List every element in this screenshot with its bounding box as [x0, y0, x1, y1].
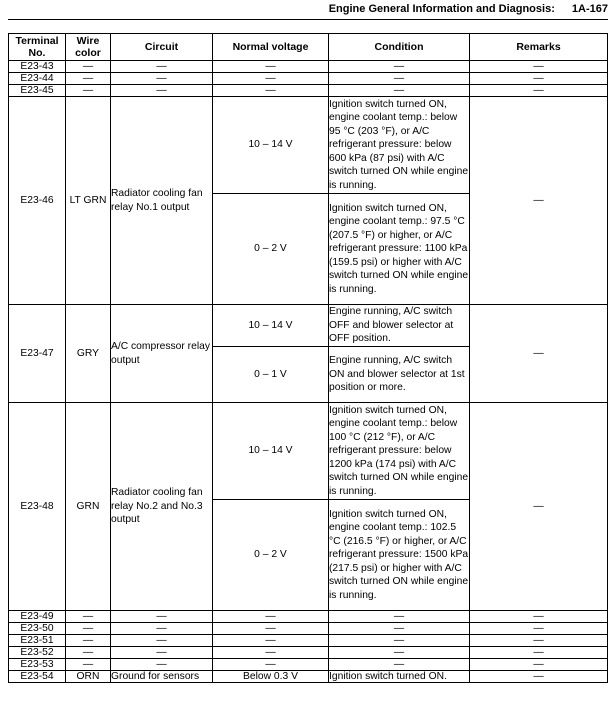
wire-cell: —	[66, 635, 111, 647]
remarks-cell: —	[470, 659, 608, 671]
voltage-cell: 10 – 14 V	[213, 403, 329, 500]
condition-cell: Ignition switch turned ON, engine coolant temp.: 102.5 °C (216.5 °F) or higher, or A/C refrigerant pressure: 1500 kPa (217.5 psi) or higher with A/C switch turned ON while engine is running.	[329, 500, 470, 611]
condition-cell: —	[329, 635, 470, 647]
wire-cell: —	[66, 61, 111, 73]
voltage-cell: 0 – 2 V	[213, 194, 329, 305]
table-row	[9, 611, 608, 623]
wire-cell: —	[66, 623, 111, 635]
condition-cell: Ignition switch turned ON, engine coolant temp.: below 95 °C (203 °F), or A/C refrigerant pressure: below 600 kPa (87 psi) with A/C switch turned ON while engine is running.	[329, 97, 470, 194]
circuit-cell: Ground for sensors	[111, 671, 213, 683]
terminal-cell: E23-46	[9, 97, 66, 305]
table-row	[9, 73, 608, 85]
condition-cell: —	[329, 73, 470, 85]
voltage-cell: —	[213, 623, 329, 635]
wire-cell: ORN	[66, 671, 111, 683]
voltage-cell: —	[213, 611, 329, 623]
wire-cell: GRN	[66, 403, 111, 611]
circuit-cell: —	[111, 623, 213, 635]
remarks-cell: —	[470, 403, 608, 611]
voltage-cell: —	[213, 85, 329, 97]
terminal-cell: E23-45	[9, 85, 66, 97]
condition-cell: Ignition switch turned ON, engine coolant temp.: 97.5 °C (207.5 °F) or higher, or A/C refrigerant pressure: 1100 kPa (159.5 psi) or higher with A/C switch turned ON while engine is running.	[329, 194, 470, 305]
terminal-cell: E23-49	[9, 611, 66, 623]
condition-cell: —	[329, 61, 470, 73]
remarks-cell: —	[470, 635, 608, 647]
col-remarks: Remarks	[470, 34, 608, 61]
remarks-cell: —	[470, 73, 608, 85]
terminal-cell: E23-54	[9, 671, 66, 683]
col-terminal: Terminal No.	[9, 34, 66, 61]
table-row	[9, 647, 608, 659]
circuit-cell: —	[111, 611, 213, 623]
terminal-cell: E23-48	[9, 403, 66, 611]
circuit-cell: Radiator cooling fan relay No.1 output	[111, 97, 213, 305]
table-row	[9, 671, 608, 683]
circuit-cell: —	[111, 659, 213, 671]
remarks-cell: —	[470, 97, 608, 305]
terminal-cell: E23-43	[9, 61, 66, 73]
condition-cell: —	[329, 85, 470, 97]
condition-cell: —	[329, 611, 470, 623]
wire-cell: —	[66, 73, 111, 85]
condition-cell: Ignition switch turned ON.	[329, 671, 470, 683]
wire-cell: —	[66, 611, 111, 623]
remarks-cell: —	[470, 305, 608, 403]
circuit-cell: —	[111, 73, 213, 85]
voltage-cell: 0 – 1 V	[213, 347, 329, 403]
terminal-cell: E23-47	[9, 305, 66, 403]
voltage-cell: —	[213, 73, 329, 85]
voltage-cell: —	[213, 647, 329, 659]
page-header	[8, 0, 608, 20]
condition-cell: —	[329, 647, 470, 659]
remarks-cell: —	[470, 611, 608, 623]
voltage-cell: 0 – 2 V	[213, 500, 329, 611]
remarks-cell: —	[470, 647, 608, 659]
remarks-cell: —	[470, 85, 608, 97]
circuit-cell: A/C compressor relay output	[111, 305, 213, 403]
table-row	[9, 623, 608, 635]
table-row	[9, 61, 608, 73]
section-title: Engine General Information and Diagnosis:	[328, 3, 555, 15]
terminal-cell: E23-51	[9, 635, 66, 647]
col-wire-color: Wire color	[66, 34, 111, 61]
terminal-cell: E23-44	[9, 73, 66, 85]
wire-cell: —	[66, 647, 111, 659]
col-condition: Condition	[329, 34, 470, 61]
header-title-block	[329, 3, 608, 15]
condition-cell: —	[329, 659, 470, 671]
terminal-spec-table	[8, 33, 608, 683]
voltage-cell: —	[213, 635, 329, 647]
table-row	[9, 305, 608, 347]
page-number: 1A-167	[571, 3, 608, 15]
condition-cell: Ignition switch turned ON, engine coolant temp.: below 100 °C (212 °F), or A/C refrigerant pressure: below 1200 kPa (174 psi) with A/C switch turned ON while engine is running.	[329, 403, 470, 500]
condition-cell: Engine running, A/C switch OFF and blower selector at OFF position.	[329, 305, 470, 347]
wire-cell: GRY	[66, 305, 111, 403]
table-row	[9, 659, 608, 671]
voltage-cell: 10 – 14 V	[213, 305, 329, 347]
terminal-cell: E23-50	[9, 623, 66, 635]
terminal-cell: E23-52	[9, 647, 66, 659]
table-row	[9, 85, 608, 97]
circuit-cell: Radiator cooling fan relay No.2 and No.3 output	[111, 403, 213, 611]
remarks-cell: —	[470, 61, 608, 73]
terminal-cell: E23-53	[9, 659, 66, 671]
circuit-cell: —	[111, 635, 213, 647]
voltage-cell: Below 0.3 V	[213, 671, 329, 683]
table-row	[9, 635, 608, 647]
voltage-cell: —	[213, 659, 329, 671]
condition-cell: —	[329, 623, 470, 635]
remarks-cell: —	[470, 671, 608, 683]
circuit-cell: —	[111, 85, 213, 97]
wire-cell: LT GRN	[66, 97, 111, 305]
table-row	[9, 97, 608, 194]
circuit-cell: —	[111, 647, 213, 659]
condition-cell: Engine running, A/C switch ON and blower selector at 1st position or more.	[329, 347, 470, 403]
wire-cell: —	[66, 659, 111, 671]
table-header-row	[9, 34, 608, 61]
col-circuit: Circuit	[111, 34, 213, 61]
circuit-cell: —	[111, 61, 213, 73]
col-normal-voltage: Normal voltage	[213, 34, 329, 61]
wire-cell: —	[66, 85, 111, 97]
remarks-cell: —	[470, 623, 608, 635]
voltage-cell: 10 – 14 V	[213, 97, 329, 194]
voltage-cell: —	[213, 61, 329, 73]
table-row	[9, 403, 608, 500]
